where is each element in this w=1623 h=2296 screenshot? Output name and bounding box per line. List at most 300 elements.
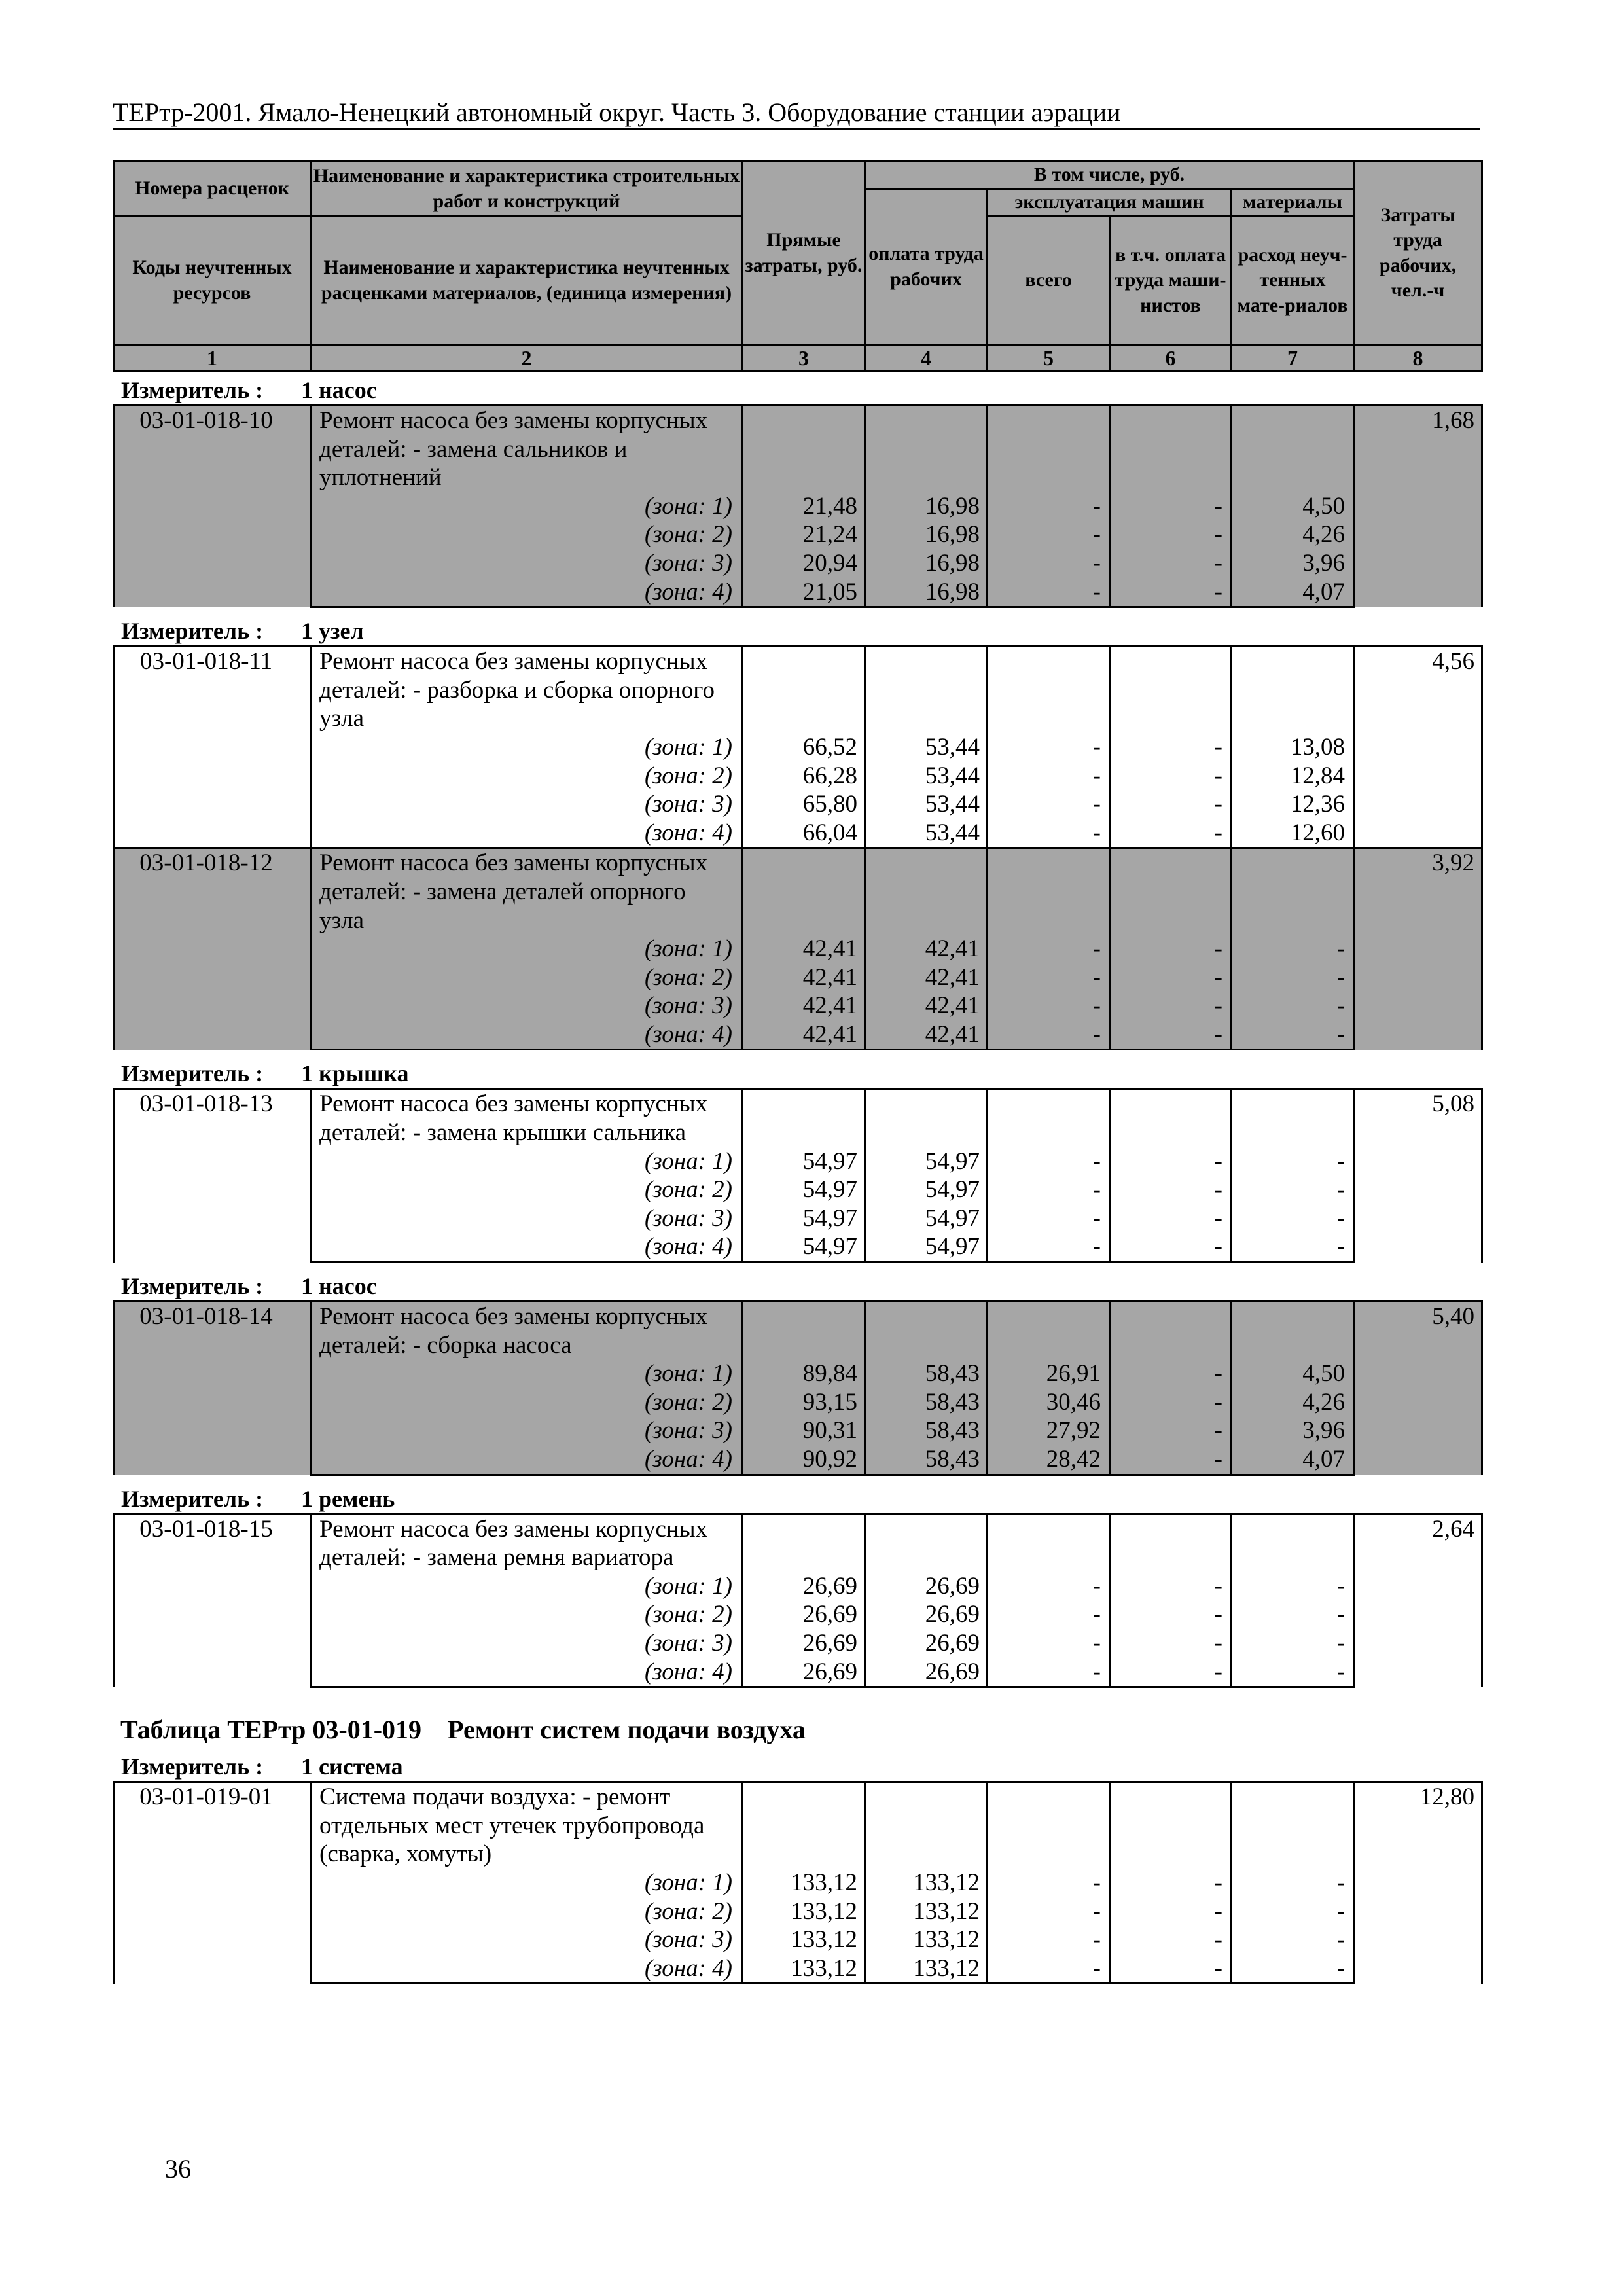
machine-total: - — [988, 819, 1110, 848]
empty-cell — [988, 906, 1110, 935]
machine-total: - — [988, 1954, 1110, 1984]
table-row — [114, 848, 1482, 878]
empty-cell — [743, 1331, 865, 1360]
empty-cell — [865, 1812, 988, 1840]
work-description: Ремонт насоса без замены корпусных — [311, 647, 743, 676]
table-row — [114, 549, 1482, 578]
measurer-unit: 1 система — [301, 1753, 403, 1780]
zone-label: (зона: 4) — [311, 1954, 743, 1984]
empty-cell — [865, 1119, 988, 1147]
empty-cell — [1110, 406, 1232, 435]
material-cost: - — [1232, 1869, 1354, 1897]
empty-cell — [1110, 906, 1232, 935]
zone-label: (зона: 3) — [311, 549, 743, 578]
column-number: 3 — [743, 345, 865, 371]
worker-wage: 58,43 — [865, 1359, 988, 1388]
table-row — [114, 906, 1482, 935]
measurer-unit: 1 насос — [301, 377, 377, 403]
empty-cell — [1110, 1119, 1232, 1147]
empty-cell — [988, 1331, 1110, 1360]
machinist-wage: - — [1110, 733, 1232, 762]
direct-cost: 66,52 — [743, 733, 865, 762]
empty-cell — [743, 1514, 865, 1543]
zone-label: (зона: 3) — [311, 1629, 743, 1658]
empty-cell — [1232, 1089, 1354, 1119]
col1-header-top: Номера расценок — [114, 162, 311, 217]
machine-total: - — [988, 1020, 1110, 1050]
work-description: Ремонт насоса без замены корпусных — [311, 1514, 743, 1543]
measurer-label: Измеритель : — [121, 1485, 264, 1512]
labor-cost: 2,64 — [1354, 1514, 1482, 1687]
direct-cost: 54,97 — [743, 1175, 865, 1204]
labor-cost: 5,08 — [1354, 1089, 1482, 1263]
table-row — [114, 435, 1482, 464]
work-description: деталей: - замена ремня вариатора — [311, 1543, 743, 1572]
direct-cost: 21,48 — [743, 492, 865, 521]
material-cost: 4,07 — [1232, 1445, 1354, 1475]
worker-wage: 54,97 — [865, 1204, 988, 1233]
rate-code: 03-01-018-12 — [114, 848, 311, 1050]
work-description: деталей: - сборка насоса — [311, 1331, 743, 1360]
col4-header: оплата труда рабочих — [865, 189, 988, 345]
table-row — [114, 463, 1482, 492]
work-description: (сварка, хомуты) — [311, 1840, 743, 1869]
empty-cell — [743, 906, 865, 935]
table-row — [114, 1020, 1482, 1050]
machinist-wage: - — [1110, 549, 1232, 578]
worker-wage: 133,12 — [865, 1954, 988, 1984]
empty-cell — [865, 1331, 988, 1360]
machinist-wage: - — [1110, 1232, 1232, 1262]
table-row — [114, 1782, 1482, 1812]
labor-cost: 1,68 — [1354, 406, 1482, 607]
empty-cell — [1110, 1302, 1232, 1331]
material-cost: 13,08 — [1232, 733, 1354, 762]
empty-cell — [1110, 848, 1232, 878]
measurer-unit: 1 крышка — [301, 1060, 409, 1087]
rates-table — [113, 1088, 1483, 1263]
direct-cost: 66,28 — [743, 762, 865, 791]
machinist-wage: - — [1110, 1416, 1232, 1445]
zone-label: (зона: 4) — [311, 1658, 743, 1687]
measurer-line — [113, 1272, 1481, 1300]
machine-total: - — [988, 992, 1110, 1020]
direct-cost: 20,94 — [743, 549, 865, 578]
worker-wage: 58,43 — [865, 1416, 988, 1445]
table-title — [113, 1715, 1481, 1744]
direct-cost: 21,24 — [743, 520, 865, 549]
empty-cell — [1110, 1089, 1232, 1119]
machinist-wage: - — [1110, 1572, 1232, 1601]
machinist-wage: - — [1110, 762, 1232, 791]
empty-cell — [1232, 1119, 1354, 1147]
empty-cell — [865, 1840, 988, 1869]
empty-cell — [743, 647, 865, 676]
table-row — [114, 1232, 1482, 1262]
material-cost: - — [1232, 935, 1354, 963]
worker-wage: 133,12 — [865, 1897, 988, 1926]
zone-label: (зона: 1) — [311, 492, 743, 521]
rates-table — [113, 645, 1483, 1050]
direct-cost: 54,97 — [743, 1147, 865, 1176]
empty-cell — [988, 704, 1110, 733]
direct-cost: 90,31 — [743, 1416, 865, 1445]
empty-cell — [865, 1782, 988, 1812]
page-number: 36 — [165, 2154, 191, 2183]
measurer-line — [113, 1484, 1481, 1513]
empty-cell — [743, 1543, 865, 1572]
machinist-wage: - — [1110, 790, 1232, 819]
spacer — [113, 1050, 1481, 1059]
rates-table — [113, 1513, 1483, 1689]
machinist-wage: - — [1110, 1175, 1232, 1204]
empty-cell — [1232, 647, 1354, 676]
empty-cell — [743, 848, 865, 878]
zone-label: (зона: 1) — [311, 1359, 743, 1388]
table-row — [114, 1147, 1482, 1176]
table-row — [114, 647, 1482, 676]
direct-cost: 133,12 — [743, 1897, 865, 1926]
zone-label: (зона: 1) — [311, 1147, 743, 1176]
machinist-wage: - — [1110, 1869, 1232, 1897]
machine-total: - — [988, 1926, 1110, 1954]
empty-cell — [743, 1840, 865, 1869]
work-description: узла — [311, 704, 743, 733]
machinist-wage: - — [1110, 1445, 1232, 1475]
empty-cell — [865, 463, 988, 492]
work-description: деталей: - разборка и сборка опорного — [311, 676, 743, 705]
material-cost: - — [1232, 1147, 1354, 1176]
measurer-line — [113, 376, 1481, 404]
table-row — [114, 1416, 1482, 1445]
direct-cost: 26,69 — [743, 1658, 865, 1687]
empty-cell — [743, 676, 865, 705]
empty-cell — [743, 1302, 865, 1331]
empty-cell — [1232, 435, 1354, 464]
machine-total: - — [988, 1204, 1110, 1233]
column-number: 8 — [1354, 345, 1482, 371]
direct-cost: 89,84 — [743, 1359, 865, 1388]
table-row — [114, 1359, 1482, 1388]
direct-cost: 93,15 — [743, 1388, 865, 1417]
machine-total: 26,91 — [988, 1359, 1110, 1388]
empty-cell — [1232, 1331, 1354, 1360]
table-row — [114, 935, 1482, 963]
table-caption: Ремонт систем подачи воздуха — [448, 1715, 806, 1745]
machinist-wage: - — [1110, 1020, 1232, 1050]
material-cost: - — [1232, 1658, 1354, 1687]
material-cost: - — [1232, 1232, 1354, 1262]
empty-cell — [1110, 1514, 1232, 1543]
empty-cell — [743, 435, 865, 464]
machinist-wage: - — [1110, 1388, 1232, 1417]
work-description: Ремонт насоса без замены корпусных — [311, 1302, 743, 1331]
table-row — [114, 1600, 1482, 1629]
machine-total: - — [988, 790, 1110, 819]
machine-total: - — [988, 520, 1110, 549]
table-row — [114, 1514, 1482, 1543]
worker-wage: 26,69 — [865, 1658, 988, 1687]
empty-cell — [1232, 1840, 1354, 1869]
empty-cell — [865, 1514, 988, 1543]
work-description: деталей: - замена деталей опорного — [311, 878, 743, 906]
empty-cell — [865, 406, 988, 435]
table-row — [114, 676, 1482, 705]
col5-header: всего — [988, 217, 1110, 345]
direct-cost: 133,12 — [743, 1926, 865, 1954]
zone-label: (зона: 4) — [311, 578, 743, 607]
zone-label: (зона: 1) — [311, 935, 743, 963]
machinist-wage: - — [1110, 1926, 1232, 1954]
rate-code: 03-01-019-01 — [114, 1782, 311, 1984]
material-cost: 12,36 — [1232, 790, 1354, 819]
empty-cell — [988, 1119, 1110, 1147]
empty-cell — [865, 676, 988, 705]
empty-cell — [988, 1782, 1110, 1812]
empty-cell — [988, 435, 1110, 464]
material-cost: - — [1232, 1204, 1354, 1233]
table-row — [114, 762, 1482, 791]
table-row — [114, 1543, 1482, 1572]
machine-total: - — [988, 578, 1110, 607]
rate-code: 03-01-018-13 — [114, 1089, 311, 1263]
zone-label: (зона: 4) — [311, 1020, 743, 1050]
worker-wage: 54,97 — [865, 1232, 988, 1262]
machinist-wage: - — [1110, 520, 1232, 549]
table-row — [114, 733, 1482, 762]
material-cost: - — [1232, 1897, 1354, 1926]
work-description: деталей: - замена сальников и — [311, 435, 743, 464]
measurer-label: Измеритель : — [121, 1060, 264, 1087]
worker-wage: 42,41 — [865, 963, 988, 992]
empty-cell — [1110, 435, 1232, 464]
machine-total: - — [988, 492, 1110, 521]
table-row — [114, 704, 1482, 733]
material-cost: - — [1232, 992, 1354, 1020]
machinist-wage: - — [1110, 1897, 1232, 1926]
empty-cell — [865, 435, 988, 464]
material-cost: 3,96 — [1232, 1416, 1354, 1445]
worker-wage: 53,44 — [865, 733, 988, 762]
direct-cost: 54,97 — [743, 1204, 865, 1233]
page-header-title: ТЕРтр-2001. Ямало-Ненецкий автономный округ. Часть 3. Оборудование станции аэрации — [113, 98, 1121, 127]
table-row — [114, 406, 1482, 435]
worker-wage: 16,98 — [865, 549, 988, 578]
direct-cost: 90,92 — [743, 1445, 865, 1475]
empty-cell — [1110, 1840, 1232, 1869]
direct-cost: 26,69 — [743, 1600, 865, 1629]
worker-wage: 16,98 — [865, 492, 988, 521]
machine-total: - — [988, 1869, 1110, 1897]
zone-label: (зона: 2) — [311, 963, 743, 992]
material-cost: - — [1232, 1020, 1354, 1050]
zone-label: (зона: 2) — [311, 520, 743, 549]
empty-cell — [1232, 463, 1354, 492]
empty-cell — [988, 848, 1110, 878]
zone-label: (зона: 3) — [311, 1204, 743, 1233]
machinist-wage: - — [1110, 1359, 1232, 1388]
worker-wage: 42,41 — [865, 1020, 988, 1050]
worker-wage: 26,69 — [865, 1572, 988, 1601]
measurer-label: Измеритель : — [121, 1273, 264, 1300]
empty-cell — [865, 704, 988, 733]
rate-code: 03-01-018-10 — [114, 406, 311, 607]
column-number: 2 — [311, 345, 743, 371]
table-row — [114, 819, 1482, 848]
empty-cell — [1110, 704, 1232, 733]
empty-cell — [1110, 878, 1232, 906]
empty-cell — [1110, 1812, 1232, 1840]
rate-code: 03-01-018-14 — [114, 1302, 311, 1475]
empty-cell — [1110, 1782, 1232, 1812]
table-row — [114, 1572, 1482, 1601]
measurer-unit: 1 узел — [301, 618, 364, 645]
empty-cell — [988, 1089, 1110, 1119]
worker-wage: 42,41 — [865, 992, 988, 1020]
worker-wage: 53,44 — [865, 762, 988, 791]
including-header: В том числе, руб. — [865, 162, 1354, 189]
col2-header-bottom: Наименование и характеристика неучтенных расценками материалов, (единица измерения) — [311, 217, 743, 345]
direct-cost: 42,41 — [743, 935, 865, 963]
table-row — [114, 1869, 1482, 1897]
zone-label: (зона: 2) — [311, 1600, 743, 1629]
empty-cell — [988, 647, 1110, 676]
measurer-line — [113, 1059, 1481, 1088]
rate-code: 03-01-018-15 — [114, 1514, 311, 1687]
table-row — [114, 1658, 1482, 1687]
direct-cost: 133,12 — [743, 1869, 865, 1897]
work-description: деталей: - замена крышки сальника — [311, 1119, 743, 1147]
spacer — [113, 1263, 1481, 1272]
materials-header: материалы — [1232, 189, 1354, 217]
worker-wage: 58,43 — [865, 1388, 988, 1417]
zone-label: (зона: 1) — [311, 1572, 743, 1601]
empty-cell — [743, 704, 865, 733]
material-cost: - — [1232, 1600, 1354, 1629]
empty-cell — [743, 406, 865, 435]
machine-total: - — [988, 935, 1110, 963]
empty-cell — [865, 1543, 988, 1572]
machinist-wage: - — [1110, 578, 1232, 607]
machine-total: - — [988, 549, 1110, 578]
column-number: 1 — [114, 345, 311, 371]
material-cost: 4,50 — [1232, 492, 1354, 521]
work-description: Система подачи воздуха: - ремонт — [311, 1782, 743, 1812]
table-row — [114, 1204, 1482, 1233]
table-row — [114, 520, 1482, 549]
header-rule — [113, 128, 1480, 130]
work-description: Ремонт насоса без замены корпусных — [311, 848, 743, 878]
machine-total: 27,92 — [988, 1416, 1110, 1445]
table-row — [114, 578, 1482, 607]
empty-cell — [1110, 647, 1232, 676]
col1-header-bottom: Коды неучтенных ресурсов — [114, 217, 311, 345]
table-row — [114, 1119, 1482, 1147]
measurer-unit: 1 ремень — [301, 1485, 395, 1512]
machinist-wage: - — [1110, 1658, 1232, 1687]
machine-total: 30,46 — [988, 1388, 1110, 1417]
empty-cell — [988, 878, 1110, 906]
empty-cell — [865, 848, 988, 878]
material-cost: 4,26 — [1232, 1388, 1354, 1417]
direct-cost: 65,80 — [743, 790, 865, 819]
empty-cell — [1232, 906, 1354, 935]
empty-cell — [743, 1812, 865, 1840]
zone-label: (зона: 1) — [311, 1869, 743, 1897]
col2-header-top: Наименование и характеристика строительных работ и конструкций — [311, 162, 743, 217]
direct-cost: 26,69 — [743, 1629, 865, 1658]
zone-label: (зона: 2) — [311, 1175, 743, 1204]
zone-label: (зона: 1) — [311, 733, 743, 762]
empty-cell — [988, 406, 1110, 435]
machine-total: - — [988, 762, 1110, 791]
empty-cell — [865, 906, 988, 935]
material-cost: 3,96 — [1232, 549, 1354, 578]
worker-wage: 26,69 — [865, 1600, 988, 1629]
material-cost: - — [1232, 1175, 1354, 1204]
empty-cell — [1110, 676, 1232, 705]
table-row — [114, 1954, 1482, 1984]
machinist-wage: - — [1110, 1204, 1232, 1233]
machine-operation-header: эксплуатация машин — [988, 189, 1232, 217]
spacer — [113, 608, 1481, 617]
empty-cell — [988, 463, 1110, 492]
machine-total: - — [988, 1232, 1110, 1262]
table-row — [114, 492, 1482, 521]
machine-total: - — [988, 1175, 1110, 1204]
zone-label: (зона: 4) — [311, 1445, 743, 1475]
rate-code: 03-01-018-11 — [114, 647, 311, 848]
zone-label: (зона: 2) — [311, 1388, 743, 1417]
worker-wage: 53,44 — [865, 790, 988, 819]
direct-cost: 133,12 — [743, 1954, 865, 1984]
col7-header: расход неуч-тенных мате-риалов — [1232, 217, 1354, 345]
table-row — [114, 963, 1482, 992]
empty-cell — [1232, 1302, 1354, 1331]
zone-label: (зона: 4) — [311, 819, 743, 848]
spacer — [113, 1476, 1481, 1484]
empty-cell — [988, 1812, 1110, 1840]
work-description: Ремонт насоса без замены корпусных — [311, 1089, 743, 1119]
material-cost: - — [1232, 1954, 1354, 1984]
empty-cell — [988, 1840, 1110, 1869]
work-description: Ремонт насоса без замены корпусных — [311, 406, 743, 435]
col6-header: в т.ч. оплата труда маши-нистов — [1110, 217, 1232, 345]
machine-total: - — [988, 1147, 1110, 1176]
table-row — [114, 1897, 1482, 1926]
rates-table — [113, 404, 1483, 608]
table-row — [114, 1388, 1482, 1417]
measurer-line — [113, 1752, 1481, 1781]
zone-label: (зона: 3) — [311, 790, 743, 819]
empty-cell — [1232, 1812, 1354, 1840]
table-row — [114, 1089, 1482, 1119]
table-row — [114, 1302, 1482, 1331]
table-row — [114, 1812, 1482, 1840]
zone-label: (зона: 2) — [311, 762, 743, 791]
table-row — [114, 1331, 1482, 1360]
empty-cell — [988, 1514, 1110, 1543]
column-number: 4 — [865, 345, 988, 371]
empty-cell — [865, 1302, 988, 1331]
rates-content — [113, 376, 1481, 1984]
machinist-wage: - — [1110, 1147, 1232, 1176]
direct-cost: 54,97 — [743, 1232, 865, 1262]
empty-cell — [1232, 878, 1354, 906]
measurer-label: Измеритель : — [121, 1753, 264, 1780]
machinist-wage: - — [1110, 963, 1232, 992]
empty-cell — [1110, 463, 1232, 492]
